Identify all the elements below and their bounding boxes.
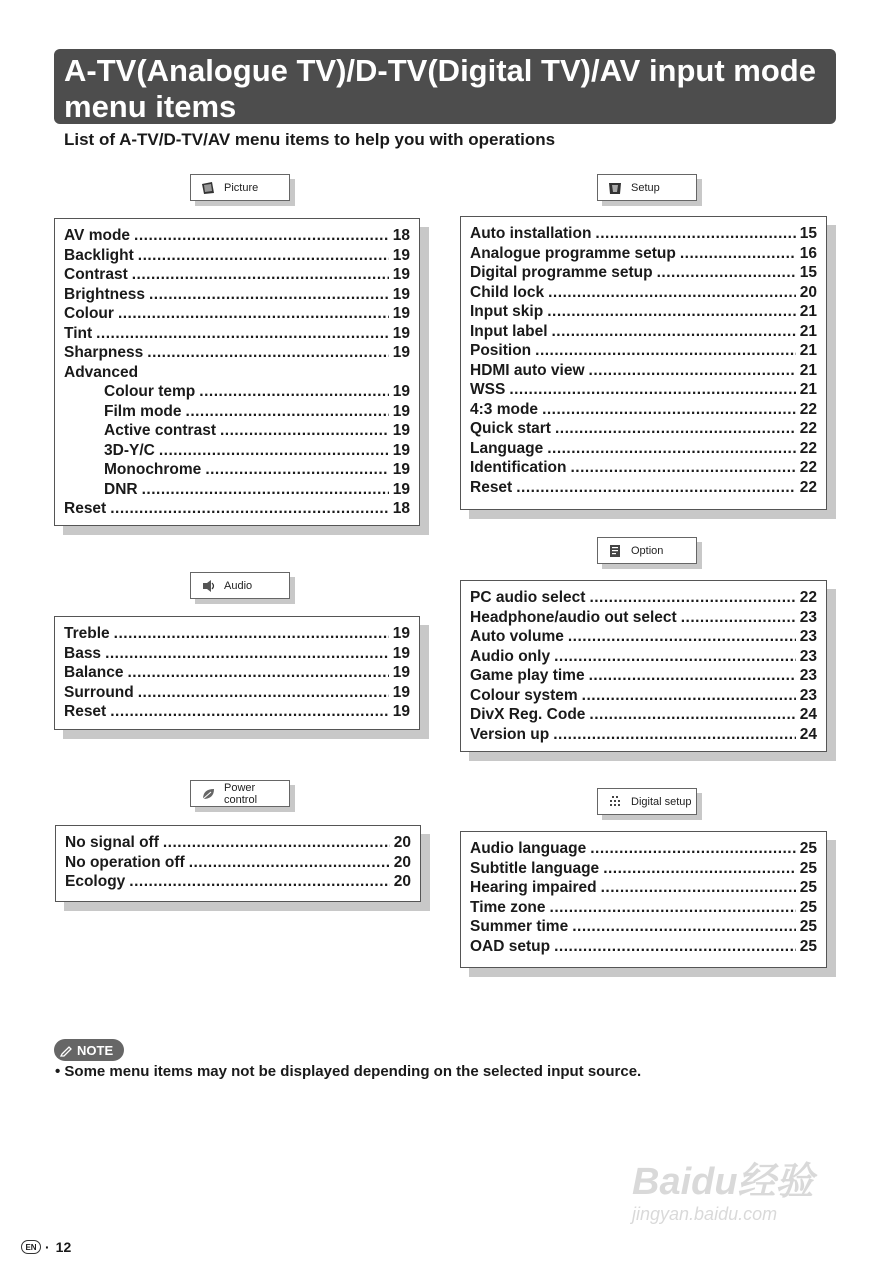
menu-item-page: 19	[392, 441, 410, 459]
watermark-brand: Baidu经验	[632, 1161, 814, 1203]
dot-leader	[552, 322, 796, 342]
menu-item-page: 23	[799, 608, 817, 626]
dot-leader	[589, 588, 795, 608]
picture-menu-box	[54, 218, 420, 526]
menu-item-page: 19	[392, 625, 410, 642]
menu-item-page: 21	[799, 303, 817, 320]
menu-item-page: 21	[799, 361, 817, 379]
menu-item	[65, 872, 411, 892]
dot-leader	[554, 647, 796, 667]
dot-leader	[590, 839, 796, 859]
power-section-label: Power control	[190, 780, 290, 807]
dot-leader	[570, 458, 795, 478]
menu-item-page: 22	[799, 420, 817, 437]
menu-item-label: DNR	[104, 480, 138, 498]
dot-leader	[199, 382, 388, 402]
dot-leader	[110, 499, 389, 519]
menu-item-page: 22	[799, 589, 817, 606]
menu-item-label: Digital programme setup	[470, 264, 653, 281]
menu-item-page: 22	[799, 439, 817, 457]
dot-leader	[595, 224, 795, 244]
dot-leader	[132, 265, 389, 285]
menu-item-page: 21	[799, 322, 817, 340]
menu-item	[64, 421, 410, 441]
menu-item-label: DivX Reg. Code	[470, 706, 586, 723]
menu-item	[470, 361, 817, 381]
dot-leader	[535, 341, 796, 361]
dot-leader	[138, 683, 389, 703]
menu-item-label: Reset	[64, 500, 107, 517]
menu-item-label: Version up	[470, 725, 550, 743]
menu-item-label: PC audio select	[470, 589, 586, 606]
menu-item-label: Advanced	[64, 363, 139, 381]
menu-item	[64, 460, 410, 480]
menu-item-page: 20	[393, 834, 411, 851]
menu-item-label: HDMI auto view	[470, 361, 585, 379]
menu-item-label: Audio only	[470, 647, 551, 665]
menu-item-page: 19	[392, 664, 410, 681]
menu-item-label: Monochrome	[104, 461, 202, 478]
menu-item	[64, 663, 410, 683]
menu-item-label: Sharpness	[64, 344, 144, 361]
power-menu-box	[55, 825, 421, 902]
menu-item-page: 19	[392, 422, 410, 439]
language-badge: EN	[21, 1240, 41, 1254]
dot-leader	[118, 304, 389, 324]
note-text: • Some menu items may not be displayed depending on the selected input source.	[55, 1063, 642, 1080]
menu-item-label: Contrast	[64, 266, 128, 283]
menu-item-page: 19	[392, 683, 410, 701]
menu-item-label: Position	[470, 342, 532, 359]
speaker-icon	[200, 578, 216, 594]
menu-item	[64, 265, 410, 285]
menu-item	[470, 666, 817, 686]
option-section-label: Option	[597, 537, 697, 564]
menu-item	[470, 937, 817, 957]
menu-item	[64, 304, 410, 324]
menu-item-page: 25	[799, 840, 817, 857]
menu-item-page: 23	[799, 647, 817, 665]
menu-item-label: Input skip	[470, 303, 544, 320]
menu-item	[65, 853, 411, 873]
menu-item-page: 18	[392, 227, 410, 244]
menu-item-page: 18	[392, 500, 410, 517]
audio-menu-box	[54, 616, 420, 730]
menu-item-label: Summer time	[470, 918, 569, 935]
menu-item-label: Film mode	[104, 402, 182, 420]
menu-item	[470, 647, 817, 667]
dot-leader	[110, 702, 389, 722]
dot-leader	[553, 725, 796, 745]
menu-item-page: 25	[799, 879, 817, 896]
menu-item-page: 22	[799, 400, 817, 418]
menu-item	[470, 244, 817, 264]
menu-item-label: Input label	[470, 322, 548, 340]
menu-item	[470, 859, 817, 879]
menu-item-page: 15	[799, 264, 817, 281]
dot-leader	[582, 686, 796, 706]
picture-icon	[200, 180, 216, 196]
dot-leader	[555, 419, 796, 439]
page-subtitle: List of A-TV/D-TV/AV menu items to help you with operations	[64, 130, 556, 149]
menu-item-label: AV mode	[64, 227, 131, 244]
menu-item-label: No operation off	[65, 853, 185, 871]
menu-item-label: Headphone/audio out select	[470, 608, 677, 626]
menu-item	[470, 458, 817, 478]
menu-item-label: Analogue programme setup	[470, 244, 676, 262]
pencil-icon	[60, 1043, 74, 1057]
dot-leader	[186, 402, 389, 422]
menu-item-label: Brightness	[64, 285, 145, 303]
menu-item-label: Backlight	[64, 246, 134, 264]
digital-icon	[607, 794, 623, 810]
dot-leader	[129, 872, 389, 892]
dot-leader	[680, 244, 796, 264]
dot-leader	[572, 917, 796, 937]
dot-leader	[114, 624, 389, 644]
menu-item-label: Reset	[64, 703, 107, 720]
dot-leader	[657, 263, 796, 283]
menu-item-page: 25	[799, 937, 817, 955]
menu-item-page: 23	[799, 686, 817, 704]
menu-item	[64, 480, 410, 500]
notepad-icon	[607, 543, 623, 559]
menu-item-page: 23	[799, 667, 817, 684]
menu-item-label: Quick start	[470, 420, 551, 437]
menu-item-page: 19	[392, 644, 410, 662]
dot-leader	[554, 937, 796, 957]
menu-item	[470, 588, 817, 608]
dot-leader	[189, 853, 390, 873]
menu-item	[64, 644, 410, 664]
dot-leader	[509, 380, 795, 400]
menu-item-label: Treble	[64, 625, 110, 642]
menu-item-page: 19	[392, 480, 410, 498]
leaf-icon	[200, 786, 216, 802]
menu-item	[470, 608, 817, 628]
menu-item-label: Auto volume	[470, 628, 564, 645]
menu-item-label: Colour temp	[104, 383, 196, 400]
menu-item	[470, 686, 817, 706]
menu-item-label: Game play time	[470, 667, 585, 684]
menu-item-label: Reset	[470, 478, 513, 496]
menu-item	[64, 343, 410, 363]
menu-item-label: 3D-Y/C	[104, 441, 155, 459]
menu-item-page: 19	[392, 246, 410, 264]
menu-item	[64, 683, 410, 703]
menu-item	[64, 382, 410, 402]
menu-item	[470, 878, 817, 898]
menu-item-page: 19	[392, 383, 410, 400]
dot-leader	[127, 663, 388, 683]
menu-item-page: 21	[799, 381, 817, 398]
dot-leader	[205, 460, 388, 480]
setup-menu-box	[460, 216, 827, 510]
menu-item	[64, 624, 410, 644]
menu-item-label: No signal off	[65, 834, 159, 851]
menu-item-page: 20	[393, 853, 411, 871]
menu-item-label: Hearing impaired	[470, 879, 597, 896]
option-menu-box	[460, 580, 827, 752]
menu-item-label: Time zone	[470, 898, 546, 916]
dot-leader	[681, 608, 796, 628]
page-footer	[21, 1239, 71, 1255]
page-number: 12	[55, 1239, 72, 1255]
dot-leader	[550, 898, 796, 918]
menu-item-label: Subtitle language	[470, 859, 600, 877]
menu-item-label: Surround	[64, 683, 134, 701]
footer-separator: ·	[45, 1239, 50, 1255]
menu-item-page: 24	[799, 725, 817, 743]
menu-item-label: Balance	[64, 664, 124, 681]
menu-item	[470, 898, 817, 918]
menu-item-page: 20	[799, 283, 817, 301]
dot-leader	[568, 627, 796, 647]
menu-item	[64, 246, 410, 266]
menu-item-page: 19	[392, 266, 410, 283]
dot-leader	[542, 400, 796, 420]
menu-item	[64, 363, 410, 383]
menu-item	[470, 283, 817, 303]
menu-item-page: 19	[392, 324, 410, 342]
menu-item-page: 19	[392, 461, 410, 478]
menu-item	[470, 705, 817, 725]
menu-item	[470, 725, 817, 745]
menu-item-label: OAD setup	[470, 937, 551, 955]
menu-item-page: 22	[799, 478, 817, 496]
dot-leader	[96, 324, 389, 344]
dot-leader	[134, 226, 389, 246]
menu-item	[470, 341, 817, 361]
dot-leader	[589, 361, 796, 381]
menu-item-page: 25	[799, 898, 817, 916]
menu-item	[470, 419, 817, 439]
menu-item	[64, 402, 410, 422]
menu-item	[470, 380, 817, 400]
menu-item-page: 22	[799, 459, 817, 476]
page-title-text: A-TV(Analogue TV)/D-TV(Digital TV)/AV input mode menu items	[64, 53, 816, 124]
menu-item	[470, 627, 817, 647]
menu-item-label: Audio language	[470, 840, 587, 857]
dot-leader	[147, 343, 388, 363]
dot-leader	[159, 441, 389, 461]
menu-item-page: 19	[392, 285, 410, 303]
menu-item	[470, 263, 817, 283]
dot-leader	[589, 705, 795, 725]
menu-item	[470, 917, 817, 937]
menu-item-label: WSS	[470, 381, 506, 398]
menu-item-page: 19	[392, 344, 410, 361]
audio-section-label: Audio	[190, 572, 290, 599]
menu-item	[64, 324, 410, 344]
menu-item	[64, 226, 410, 246]
menu-item	[470, 224, 817, 244]
dot-leader	[516, 478, 796, 498]
menu-item	[470, 400, 817, 420]
menu-item	[64, 285, 410, 305]
digital-setup-menu-box	[460, 831, 827, 968]
menu-item-label: Active contrast	[104, 422, 216, 439]
menu-item-page: 25	[799, 859, 817, 877]
menu-item	[64, 702, 410, 722]
menu-item-page: 16	[799, 244, 817, 262]
menu-item-label: Colour	[64, 305, 114, 322]
dot-leader	[548, 283, 796, 303]
menu-item-page: 23	[799, 628, 817, 645]
menu-item	[470, 302, 817, 322]
setup-section-label: Setup	[597, 174, 697, 201]
menu-item	[470, 322, 817, 342]
dot-leader	[547, 439, 796, 459]
menu-item-page: 24	[799, 706, 817, 723]
menu-item-label: Language	[470, 439, 544, 457]
menu-item-label: Identification	[470, 459, 567, 476]
setup-icon	[607, 180, 623, 196]
menu-item-label: Bass	[64, 644, 102, 662]
menu-item-label: Colour system	[470, 686, 578, 704]
menu-item-label: Auto installation	[470, 225, 592, 242]
menu-item	[470, 439, 817, 459]
menu-item-page: 20	[393, 873, 411, 890]
menu-item-label: Ecology	[65, 873, 126, 890]
menu-item	[64, 499, 410, 519]
watermark	[632, 1150, 842, 1250]
dot-leader	[603, 859, 796, 879]
dot-leader	[163, 833, 390, 853]
digital-setup-section-label: Digital setup	[597, 788, 697, 815]
menu-item-page: 19	[392, 402, 410, 420]
dot-leader	[142, 480, 389, 500]
watermark-url: jingyan.baidu.com	[632, 1204, 778, 1224]
note-badge: NOTE	[54, 1039, 124, 1061]
menu-item-page: 25	[799, 918, 817, 935]
picture-section-label: Picture	[190, 174, 290, 201]
menu-item-page: 19	[392, 305, 410, 322]
dot-leader	[547, 302, 796, 322]
dot-leader	[149, 285, 389, 305]
dot-leader	[105, 644, 389, 664]
menu-item-page: 21	[799, 342, 817, 359]
menu-item	[64, 441, 410, 461]
dot-leader	[220, 421, 389, 441]
dot-leader	[138, 246, 389, 266]
menu-item	[470, 478, 817, 498]
dot-leader	[601, 878, 796, 898]
page-title	[54, 49, 836, 124]
menu-item	[65, 833, 411, 853]
menu-item	[470, 839, 817, 859]
menu-item-page: 19	[392, 703, 410, 720]
menu-item-label: Tint	[64, 324, 93, 342]
dot-leader	[589, 666, 796, 686]
menu-item-label: Child lock	[470, 283, 545, 301]
menu-item-page: 15	[799, 225, 817, 242]
menu-item-label: 4:3 mode	[470, 400, 539, 418]
